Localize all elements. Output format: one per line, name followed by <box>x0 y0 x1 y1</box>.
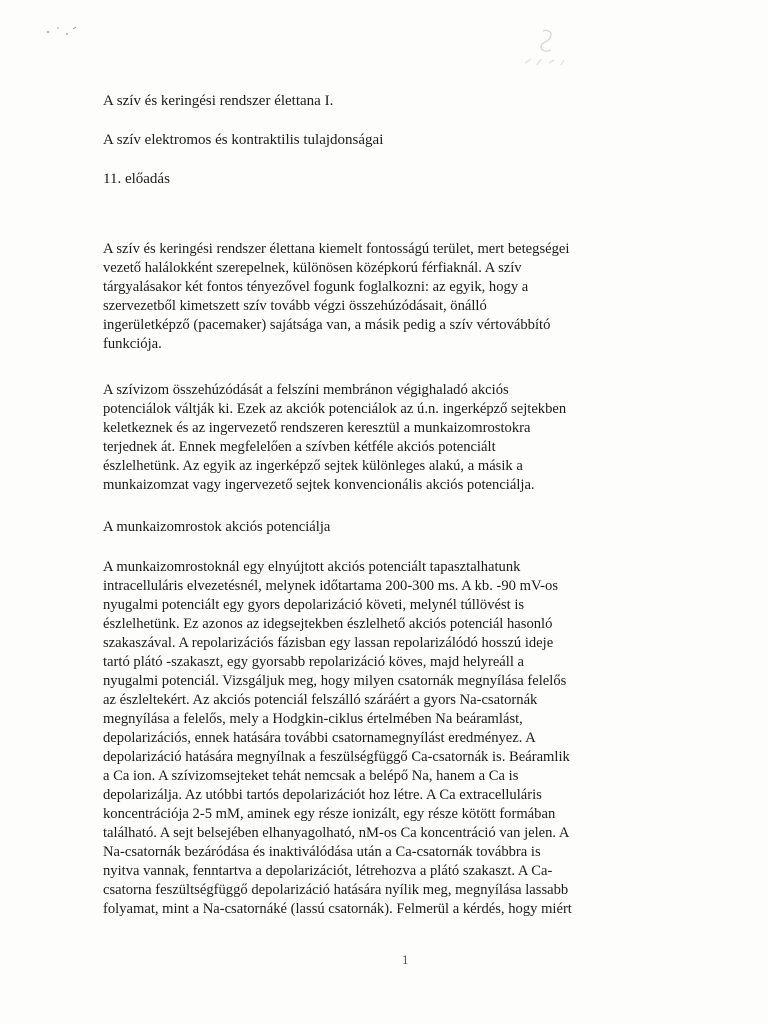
paragraph-action-potentials <box>103 381 683 495</box>
text-line: szervezetből kimetszett szív tovább végzi összehúzódásait, önálló <box>103 298 487 314</box>
lecture-number: 11. előadás <box>103 171 170 187</box>
paragraph-working-muscle <box>103 558 683 919</box>
scan-artifact-marks <box>40 18 100 48</box>
text-line: megnyílása a felelős, mely a Hodgkin-ciklus értelmében Na beáramlást, <box>103 711 523 727</box>
text-line: terjednek át. Ennek megfelelően a szívben kétféle akciós potenciált <box>103 439 496 455</box>
page-number: 1 <box>402 952 409 967</box>
text-line: nyugalmi potenciál. Vizsgáljuk meg, hogy milyen csatornák megnyílása felelős <box>103 673 567 689</box>
text-line: funkciója. <box>103 336 162 352</box>
text-line: nyitva vannak, fenntartva a depolarizációt, létrehozva a plátó szakaszt. A Ca- <box>103 863 553 879</box>
text-line: észlelhetünk. Ez azonos az idegsejtekben észlelhető akciós potenciál hasonló <box>103 616 553 632</box>
text-line: csatorna feszültségfüggő depolarizáció hatására nyílik meg, megnyílása lassabb <box>103 882 569 898</box>
text-line: található. A sejt belsejében elhanyagolható, nM-os Ca koncentráció van jelen. A <box>103 825 570 841</box>
text-line: szakaszával. A repolarizációs fázisban egy lassan repolarizálódó hosszú ideje <box>103 635 554 651</box>
text-line: koncentrációja 2-5 mM, aminek egy része ionizált, egy része kötött formában <box>103 806 556 822</box>
text-line: depolarizálja. Az utóbbi tartós depolarizációt hoz létre. A Ca extracelluláris <box>103 787 542 803</box>
text-line: A szívizom összehúzódását a felszíni membránon végighaladó akciós <box>103 382 509 398</box>
text-line: az észleltekért. Az akciós potenciál felszálló száráért a gyors Na-csatornák <box>103 692 538 708</box>
text-line: Na-csatornák bezáródása és inaktiválódása után a Ca-csatornák továbbra is <box>103 844 541 860</box>
text-line: nyugalmi potenciált egy gyors depolarizáció követi, melynél túllövést is <box>103 597 525 613</box>
text-line: intracelluláris elvezetésnél, melynek időtartama 200-300 ms. A kb. -90 mV-os <box>103 578 558 594</box>
text-line: A munkaizomrostoknál egy elnyújtott akciós potenciált tapasztalhatunk <box>103 559 521 575</box>
text-line: észlelhetünk. Az egyik az ingerképző sejtek különleges alakú, a másik a <box>103 458 523 474</box>
text-line: depolarizációs, ennek hatására további csatornamegnyílást eredményez. A <box>103 730 536 746</box>
faint-stamp-mark <box>515 25 585 75</box>
document-subtitle: A szív elektromos és kontraktilis tulajdonságai <box>103 132 384 148</box>
paragraph-intro <box>103 240 683 354</box>
text-line: tárgyalásakor két fontos tényezővel fogunk foglalkozni: az egyik, hogy a <box>103 279 529 295</box>
text-line: keletkeznek és az ingervezető rendszeren keresztül a munkaizomrostokra <box>103 420 531 436</box>
text-line: folyamat, mint a Na-csatornáké (lassú csatornák). Felmerül a kérdés, hogy miért <box>103 901 572 917</box>
text-line: vezető halálokként szerepelnek, különösen középkorú férfiaknál. A szív <box>103 260 522 276</box>
section-heading: A munkaizomrostok akciós potenciálja <box>103 519 331 535</box>
text-line: A szív és keringési rendszer élettana kiemelt fontosságú terület, mert betegségei <box>103 241 570 257</box>
text-line: tartó plátó -szakaszt, egy gyorsabb repolarizáció köves, majd helyreáll a <box>103 654 525 670</box>
text-line: potenciálok váltják ki. Ezek az akciók potenciálok az ú.n. ingerképző sejtekben <box>103 401 567 417</box>
text-line: depolarizáció hatására megnyílnak a feszülségfüggő Ca-csatornák is. Beáramlik <box>103 749 570 765</box>
text-line: a Ca ion. A szívizomsejteket tehát nemcsak a belépő Na, hanem a Ca is <box>103 768 519 784</box>
document-title: A szív és keringési rendszer élettana I. <box>103 93 334 109</box>
text-line: ingerületképző (pacemaker) sajátsága van, a másik pedig a szív vértovábbító <box>103 317 551 333</box>
text-line: munkaizomzat vagy ingervezető sejtek konvencionális akciós potenciálja. <box>103 477 535 493</box>
